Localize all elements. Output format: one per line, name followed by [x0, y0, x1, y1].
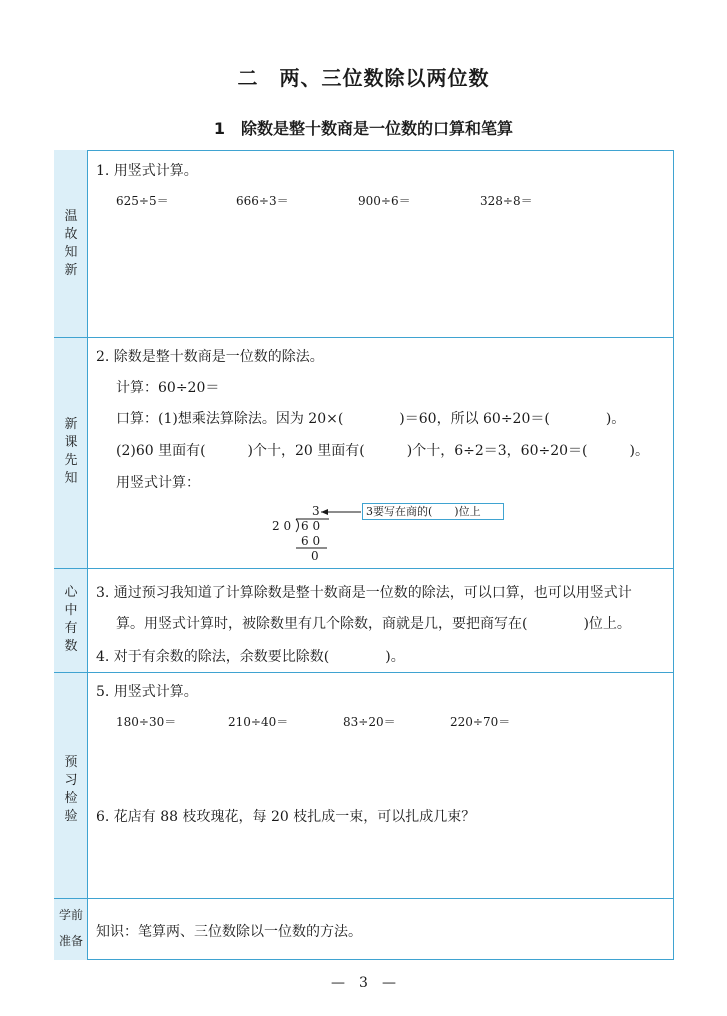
division-remainder: 0: [311, 549, 319, 563]
question-1-title: 1. 用竖式计算。: [96, 163, 198, 179]
division-product: 6 0: [301, 534, 321, 548]
question-4-line: 4. 对于有余数的除法，余数要比除数( )。: [96, 649, 405, 665]
division-divisor: 2 0: [272, 519, 292, 533]
vertical-calc-label: 用竖式计算：: [116, 475, 200, 491]
section-label-check: 预 习 检 验: [64, 755, 78, 824]
problem-item: 666÷3＝: [236, 194, 289, 208]
question-3-line-2: 算。用竖式计算时，被除数里有几个除数，商就是几，要把商写在( )位上。: [116, 616, 631, 632]
division-quotient: 3: [312, 504, 320, 518]
arrow-head-icon: [321, 509, 328, 515]
problem-item: 83÷20＝: [343, 715, 396, 729]
section-divider: [54, 568, 674, 569]
quotient-position-note: 3要写在商的( )位上: [362, 503, 504, 520]
division-bracket: [296, 519, 299, 532]
lesson-subtitle: 1 除数是整十数商是一位数的口算和笔算: [213, 119, 514, 138]
section-label-summary: 心 中 有 数: [64, 585, 78, 654]
page-title: 二 两、三位数除以两位数: [237, 66, 490, 90]
division-dividend: 6 0: [301, 519, 321, 533]
calc-line: 计算：60÷20＝: [116, 380, 220, 396]
question-2-title: 2. 除数是整十数商是一位数的除法。: [96, 349, 324, 365]
problem-item: 210÷40＝: [228, 715, 289, 729]
problem-item: 220÷70＝: [450, 715, 511, 729]
question-6-line: 6. 花店有 88 枝玫瑰花，每 20 枝扎成一束，可以扎成几束？: [96, 809, 476, 825]
section-label-prep: 学前 准备: [58, 908, 83, 948]
section-divider: [54, 898, 674, 899]
question-5-title: 5. 用竖式计算。: [96, 684, 198, 700]
oral-calc-line: 口算：(1)想乘法算除法。因为 20×( )＝60，所以 60÷20＝( )。: [116, 411, 626, 427]
section-divider: [54, 672, 674, 673]
problem-item: 180÷30＝: [116, 715, 177, 729]
section-label-review: 温 故 知 新: [64, 209, 78, 278]
problem-item: 900÷6＝: [358, 194, 411, 208]
problem-item: 625÷5＝: [116, 194, 169, 208]
long-division-diagram: [265, 502, 365, 566]
oral-calc-line-2: (2)60 里面有( )个十，20 里面有( )个十，6÷2＝3，60÷20＝( )。: [116, 443, 649, 459]
question-3-line-1: 3. 通过预习我知道了计算除数是整十数商是一位数的除法，可以口算，也可以用竖式计: [96, 585, 632, 601]
section-label-new-lesson: 新 课 先 知: [64, 417, 78, 486]
prep-knowledge: 知识：笔算两、三位数除以一位数的方法。: [96, 924, 362, 940]
page-number: — 3 —: [331, 975, 396, 991]
problem-item: 328÷8＝: [480, 194, 533, 208]
section-divider: [54, 337, 674, 338]
